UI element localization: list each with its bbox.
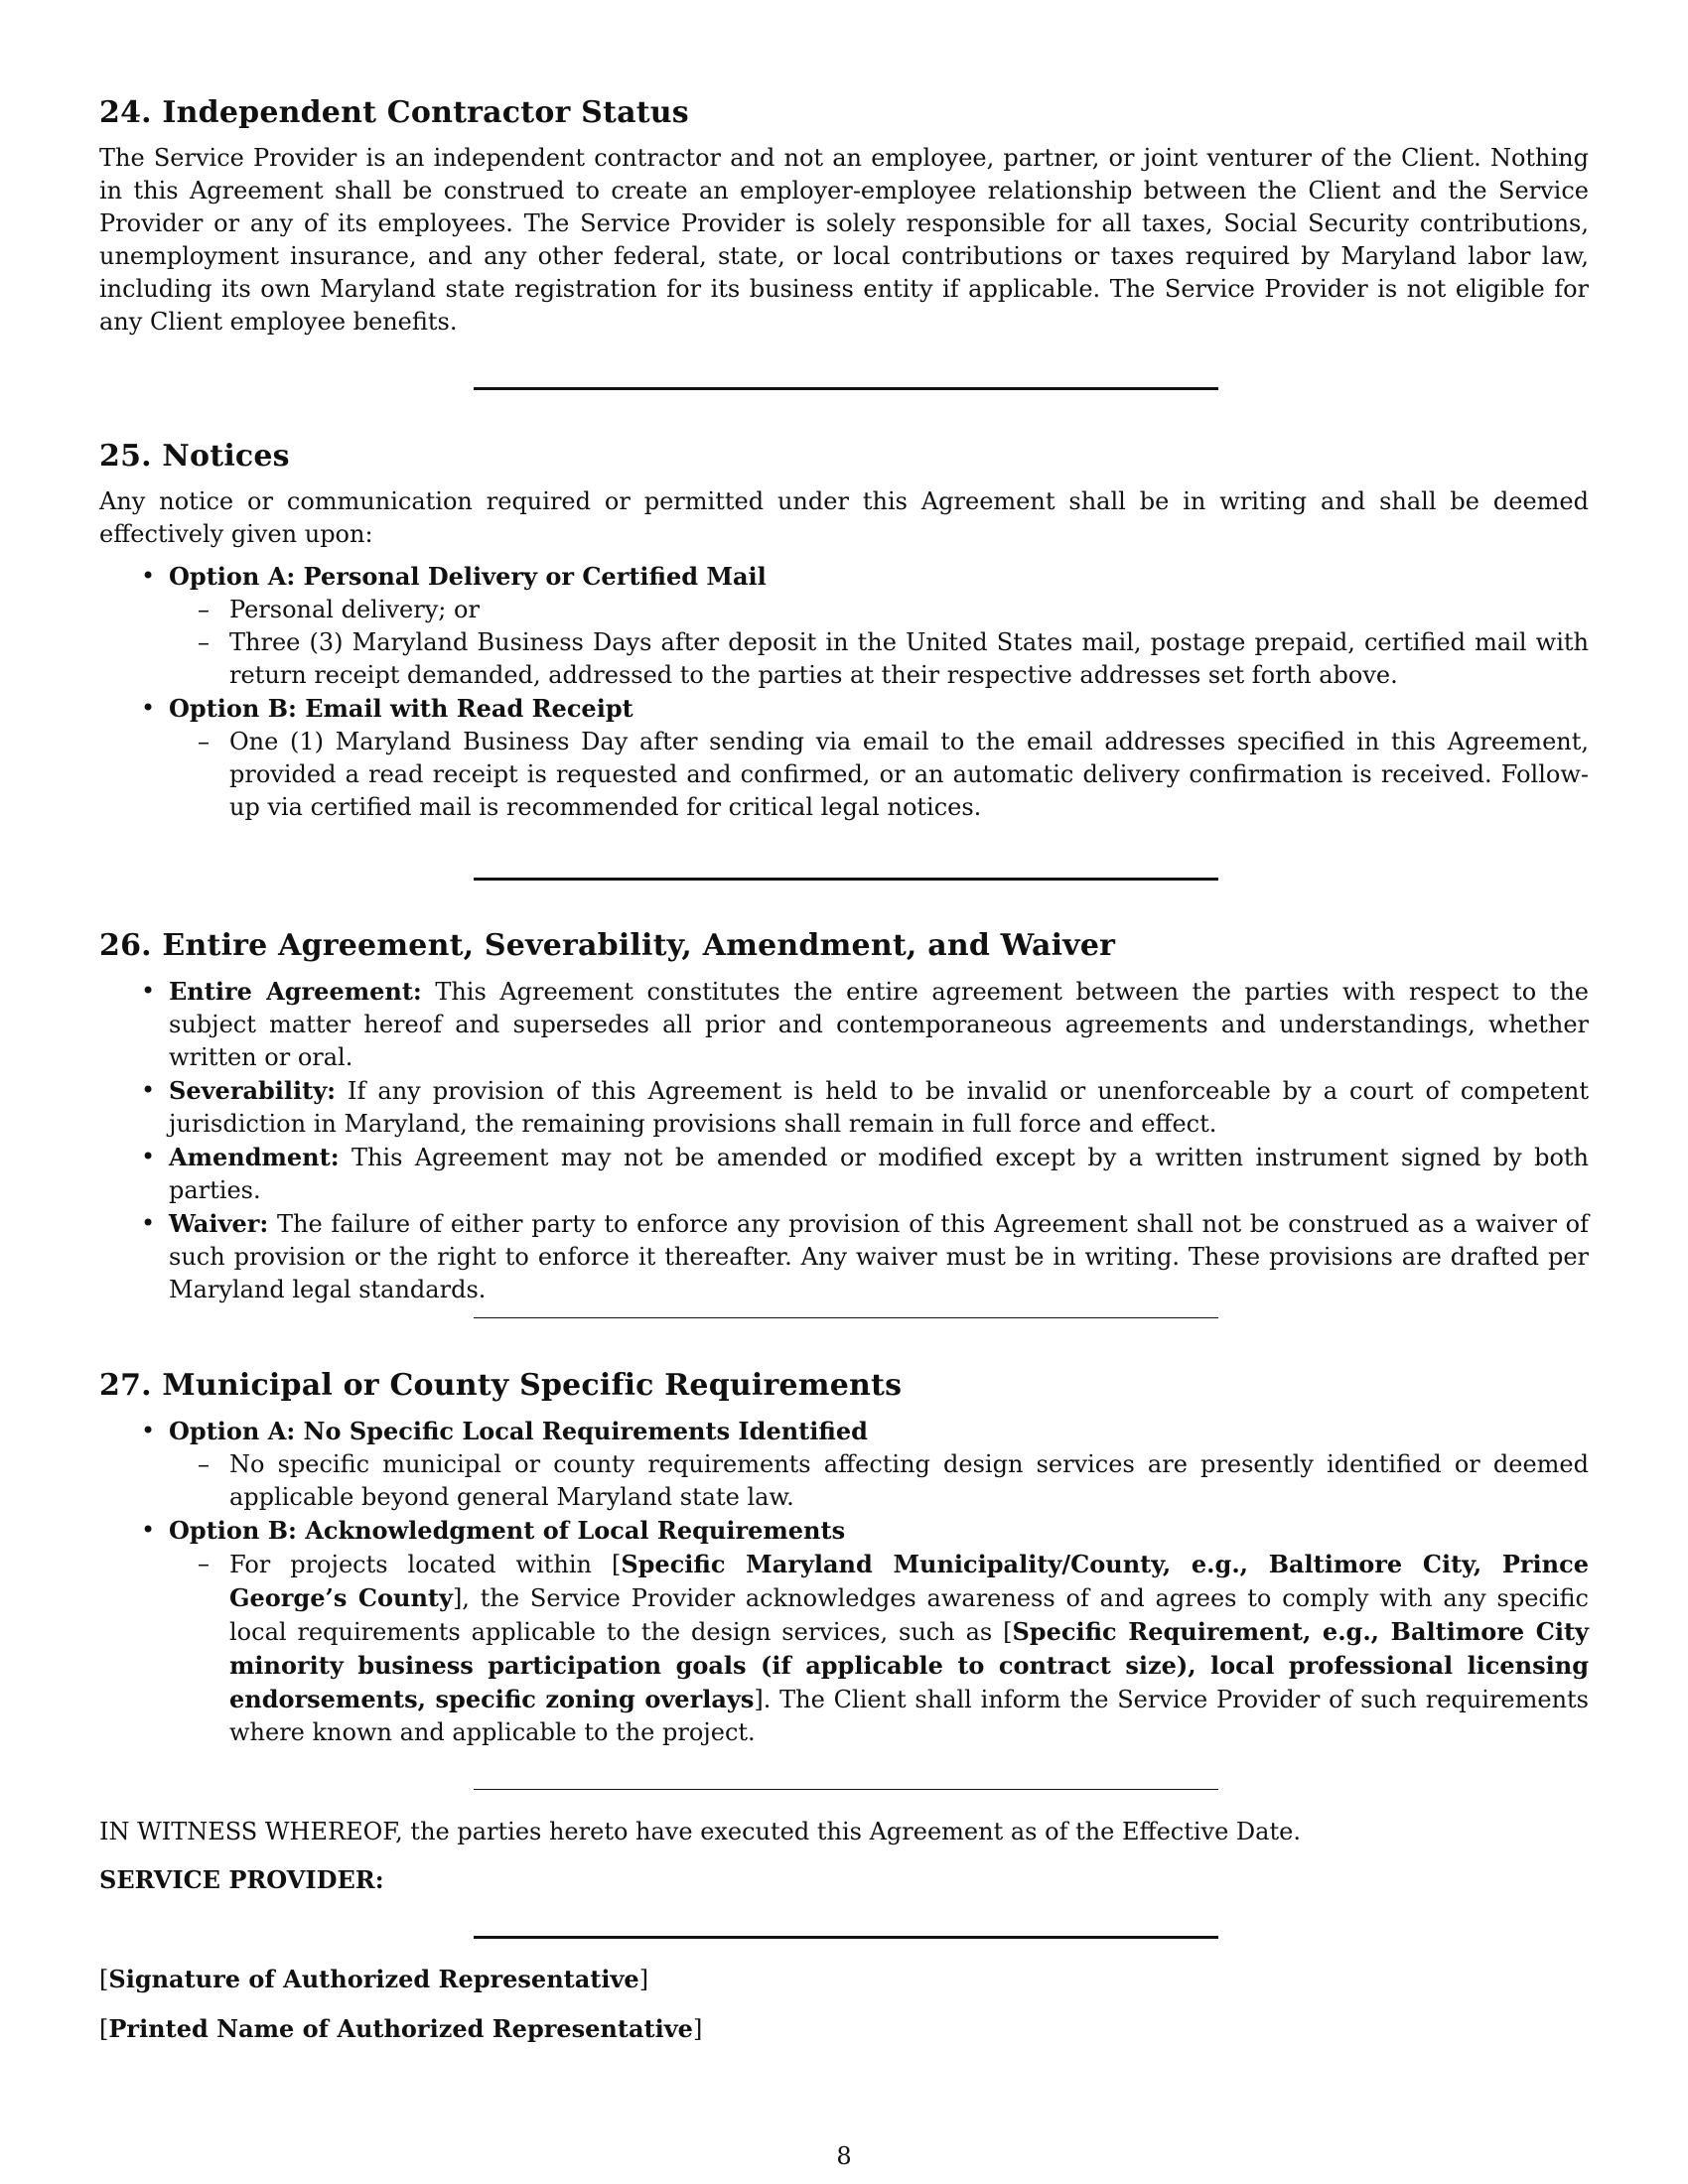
term-entire-agreement (99, 975, 1589, 1074)
local-option-a (99, 1415, 1589, 1514)
section-25-intro: Any notice or communication required or permitted under this Agreement shall be in writing and shall be deemed effectively given upon: (99, 487, 1589, 548)
printed-name-placeholder (99, 2012, 702, 2046)
notice-option-a-label: Option A: Personal Delivery or Certified Mail (169, 562, 767, 591)
text-run: ]. The Client shall inform the Service Provider of such requirements where known and applicable to the project. (229, 1686, 1589, 1746)
section-divider (474, 1317, 1218, 1318)
section-24 (99, 93, 1589, 339)
notice-option-b-label: Option B: Email with Read Receipt (169, 694, 633, 723)
list-item: – No specific municipal or county requirements affecting design services are presently identified or deemed applicable beyond general Maryland state law. (169, 1448, 1589, 1514)
notice-option-a (99, 560, 1589, 692)
local-option-b-items (169, 1548, 1589, 1749)
section-divider (474, 1789, 1218, 1790)
placeholder-requirement: Specific Requirement, e.g., Baltimore City minority business participation goals (if applicable to contract size), local professional licensing endorsements, specific zoning overlays (229, 1617, 1589, 1713)
printed-name-label: Printed Name of Authorized Representative (108, 2014, 693, 2043)
term-label: Severability: (169, 1076, 337, 1105)
term-waiver (99, 1207, 1589, 1306)
signature-label: Signature of Authorized Representative (108, 1965, 639, 1993)
term-text: This Agreement may not be amended or modified except by a written instrument signed by both parties. (169, 1144, 1589, 1204)
local-options-list (99, 1415, 1589, 1749)
list-item: – One (1) Maryland Business Day after sending via email to the email addresses specified in this Agreement, provided a read receipt is requested and confirmed, or an automatic delivery confirmation is received. Follow-up via certified mail is recommended for critical legal notices. (169, 726, 1589, 824)
section-27 (99, 1366, 1589, 1749)
term-text: This Agreement constitutes the entire agreement between the parties with respect to the subject matter hereof and supersedes all prior and contemporaneous agreements and understandings, whether written or oral. (169, 978, 1589, 1071)
list-item: – Three (3) Maryland Business Days after deposit in the United States mail, postage prepaid, certified mail with return receipt demanded, addressed to the parties at their respective addresses set forth above. (169, 626, 1589, 692)
bracket: ] (638, 1966, 649, 1993)
section-26 (99, 926, 1589, 1306)
list-item: – Personal delivery; or (169, 594, 1589, 626)
service-provider-label: SERVICE PROVIDER: (99, 1865, 384, 1894)
signature-placeholder (99, 1963, 648, 1996)
bracket: ] (692, 2015, 703, 2043)
section-divider (474, 387, 1218, 390)
bracket: [ (99, 2015, 109, 2043)
bracket: [ (99, 1966, 109, 1993)
section-27-heading: 27. Municipal or County Specific Requirements (99, 1368, 903, 1403)
term-text: If any provision of this Agreement is held to be invalid or unenforceable by a court of competent jurisdiction in Maryland, the remaining provisions shall remain in full force and effect. (169, 1077, 1589, 1138)
local-option-a-items (169, 1448, 1589, 1514)
term-label: Amendment: (169, 1143, 340, 1171)
term-amendment (99, 1141, 1589, 1207)
witness-statement: IN WITNESS WHEREOF, the parties hereto have executed this Agreement as of the Effective Date. (99, 1818, 1301, 1845)
section-24-heading: 24. Independent Contractor Status (99, 95, 689, 130)
section-26-heading: 26. Entire Agreement, Severability, Amendment, and Waiver (99, 928, 1116, 963)
section-24-body: The Service Provider is an independent contractor and not an employee, partner, or joint venturer of the Client. Nothing in this Agreement shall be construed to create an employer-employee relationship between the Client and the Service Provider or any of its employees. The Service Provider is solely responsible for all taxes, Social Security contributions, unemployment insurance, and any other federal, state, or local contributions or taxes required by Maryland labor law, including its own Maryland state registration for its business entity if applicable. The Service Provider is not eligible for any Client employee benefits. (99, 144, 1589, 336)
term-severability (99, 1074, 1589, 1141)
notice-options-list (99, 560, 1589, 824)
local-option-b (99, 1514, 1589, 1749)
section-25-heading: 25. Notices (99, 439, 290, 474)
notice-option-a-items (169, 594, 1589, 692)
term-label: Waiver: (169, 1209, 269, 1238)
local-option-b-label: Option B: Acknowledgment of Local Requirements (169, 1516, 846, 1545)
list-item (169, 1548, 1589, 1749)
signature-line (474, 1936, 1218, 1939)
agreement-terms-list (99, 975, 1589, 1306)
local-option-a-label: Option A: No Specific Local Requirements Identified (169, 1417, 868, 1445)
page-number: 8 (836, 2142, 852, 2170)
text-run: For projects located within [ (229, 1551, 622, 1578)
term-label: Entire Agreement: (169, 977, 422, 1006)
notice-option-b (99, 692, 1589, 824)
section-divider (474, 878, 1218, 881)
placeholder-municipality: Specific Maryland Municipality/County, e.g., Baltimore City, Prince George’s County (229, 1550, 1589, 1612)
text-run: ], the Service Provider acknowledges awareness of and agrees to comply with any specific local requirements applicable to the design services, such as [ (229, 1584, 1590, 1646)
section-25 (99, 437, 1589, 824)
term-text: The failure of either party to enforce any provision of this Agreement shall not be construed as a waiver of such provision or the right to enforce it thereafter. Any waiver must be in writing. These provisions are drafted per Maryland legal standards. (169, 1210, 1589, 1303)
notice-option-b-items (169, 726, 1589, 824)
